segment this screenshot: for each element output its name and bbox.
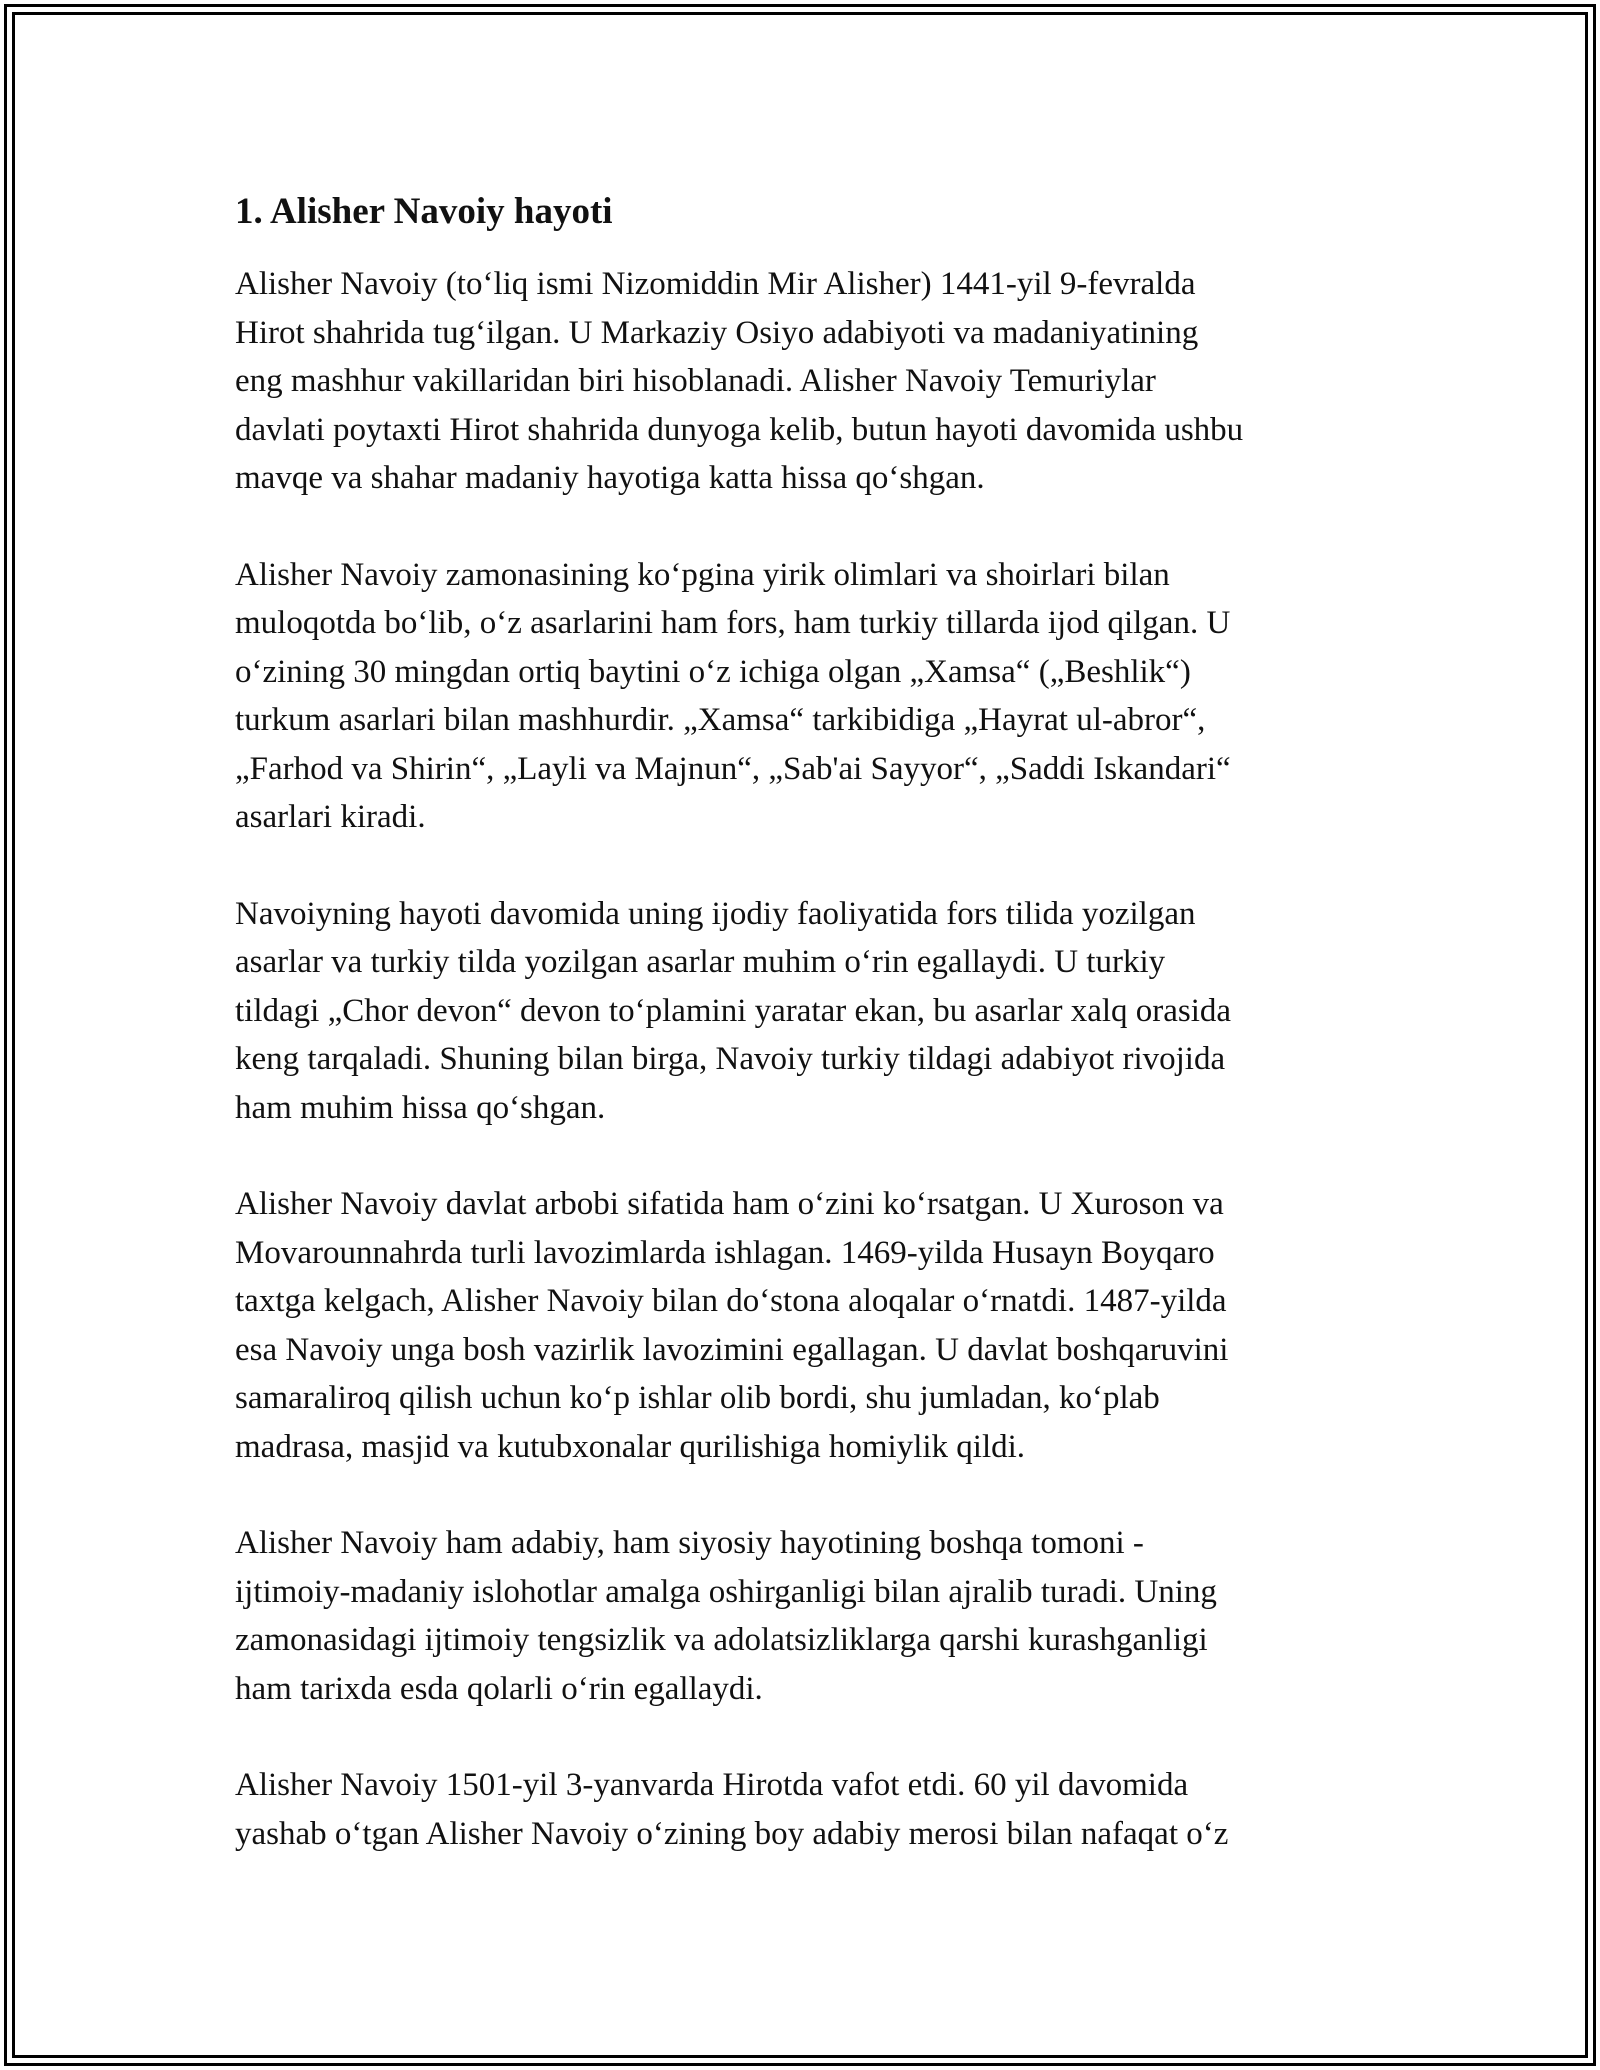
document-body: [235, 188, 1365, 1858]
section-heading: 1. Alisher Navoiy hayoti: [235, 191, 613, 232]
paragraph-birth: Alisher Navoiy (to‘liq ismi Nizomiddin Mir Alisher) 1441-yil 9-fevralda Hirot shahrida tug‘ilgan. U Markaziy Osiyo adabiyoti va madaniyatining eng mashhur vakillaridan biri hisoblanadi. Alisher Navoiy Temuriylar davlati poytaxti Hirot shahrida dunyoga kelib, butun hayoti davomida ushbu mavqe va shahar madaniy hayotiga katta hissa qo‘shgan.: [235, 266, 1244, 496]
paragraph-death: Alisher Navoiy 1501-yil 3-yanvarda Hirotda vafot etdi. 60 yil davomida yashab o‘tgan Alisher Navoiy o‘zining boy adabiy merosi bilan nafaqat o‘z: [235, 1767, 1229, 1852]
paragraph-statesman: Alisher Navoiy davlat arbobi sifatida ham o‘zini ko‘rsatgan. U Xuroson va Movarounnahrda turli lavozimlarda ishlagan. 1469-yilda Husayn Boyqaro taxtga kelgach, Alisher Navoiy bilan do‘stona aloqalar o‘rnatdi. 1487-yilda esa Navoiy unga bosh vazirlik lavozimini egallagan. U davlat boshqaruvini samaraliroq qilish uchun ko‘p ishlar olib bordi, shu jumladan, ko‘plab madrasa, masjid va kutubxonalar qurilishiga homiylik qildi.: [235, 1186, 1229, 1465]
paragraph-reforms: Alisher Navoiy ham adabiy, ham siyosiy hayotining boshqa tomoni - ijtimoiy-madaniy islohotlar amalga oshirganligi bilan ajralib turadi. Uning zamonasidagi ijtimoiy tengsizlik va adolatsizliklarga qarshi kurashganligi ham tarixda esda qolarli o‘rin egallaydi.: [235, 1525, 1217, 1707]
paragraph-languages: Navoiyning hayoti davomida uning ijodiy faoliyatida fors tilida yozilgan asarlar va turkiy tilda yozilgan asarlar muhim o‘rin egallaydi. U turkiy tildagi „Chor devon“ devon to‘plamini yaratar ekan, bu asarlar xalq orasida keng tarqaladi. Shuning bilan birga, Navoiy turkiy tildagi adabiyot rivojida ham muhim hissa qo‘shgan.: [235, 895, 1232, 1126]
paragraph-works: Alisher Navoiy zamonasining ko‘pgina yirik olimlari va shoirlari bilan muloqotda bo‘lib, o‘z asarlarini ham fors, ham turkiy tillarda ijod qilgan. U o‘zining 30 mingdan ortiq baytini o‘z ichiga olgan „Xamsa“ („Beshlik“) turkum asarlari bilan mashhurdir. „Xamsa“ tarkibidiga „Hayrat ul-abror“, „Farhod va Shirin“, „Layli va Majnun“, „Sab'ai Sayyor“, „Saddi Iskandari“ asarlari kiradi.: [235, 556, 1231, 835]
